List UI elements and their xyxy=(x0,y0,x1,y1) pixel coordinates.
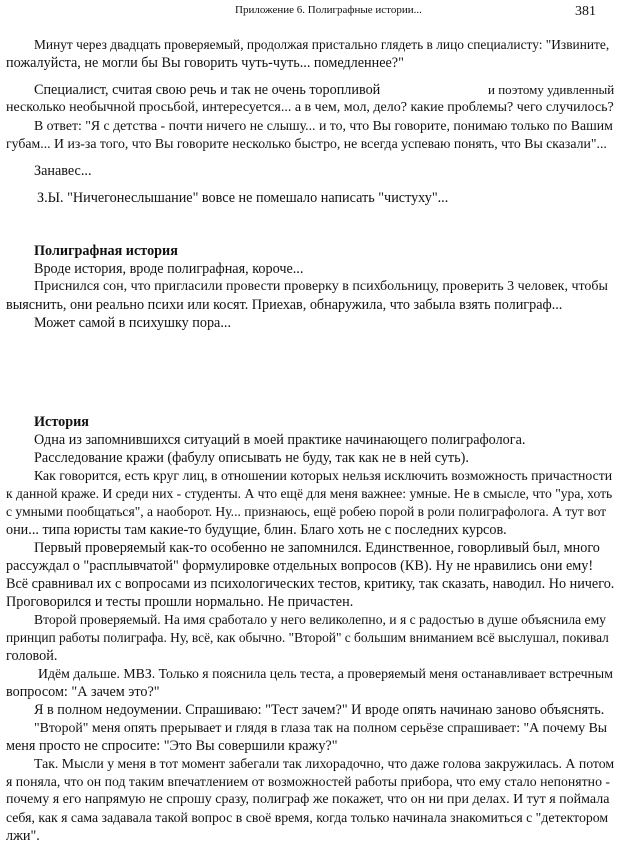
page-header xyxy=(0,0,620,22)
story3-line: Первый проверяемый как-то особенно не запомнился. Единственное, говорливый был, много xyxy=(34,540,600,556)
story3-line: они... типа юристы там какие-то будущие, блин. Благо хоть не с последних курсов. xyxy=(6,522,507,538)
story3-line: Так. Мысли у меня в тот момент забегали так лихорадочно, что даже голова закружилась. А потом xyxy=(34,756,615,771)
story1-p3-line2: губам... И из-за того, что Вы говорите несколько быстро, не всегда успеваю понять, что Вы сказали"... xyxy=(6,136,607,151)
story1-curtain: Занавес... xyxy=(34,163,92,179)
story3-line: Всё сравнивал их с вопросами из психологических тестов, критику, так сказать, наводил. Но ничего. xyxy=(6,576,615,592)
page-number: 381 xyxy=(575,4,596,19)
story1-p1-line2: пожалуйста, не могли бы Вы говорить чуть-чуть... помедленнее?" xyxy=(6,55,404,71)
story1-p2-line1a: Специалист, считая свою речь и так не очень торопливой xyxy=(34,82,381,98)
story1-p2-line2: несколько необычной просьбой, интересуется... а в чем, мол, дело? какие проблемы? чего случилось? xyxy=(6,100,614,115)
story1-p2-line1b: и поэтому удивленный xyxy=(488,82,615,97)
story3-line: меня просто не спросите: "Это Вы совершили кражу?" xyxy=(6,738,338,754)
story3-heading: История xyxy=(34,414,89,430)
story1-p1-line1: Минут через двадцать проверяемый, продолжая пристально глядеть в лицо специалисту: "Извините, xyxy=(34,37,610,52)
story3-line: Как говорится, есть круг лиц, в отношении которых нельзя исключить возможность причастности xyxy=(34,468,613,483)
story3-line: Расследование кражи (фабулу описывать не буду, так как не в ней суть). xyxy=(34,450,469,466)
story3-line: Второй проверяемый. На имя сработало у него великолепно, и я с радостью в душе объяснила ему xyxy=(34,612,606,627)
story3-line: почему я его напрямую не спрошу сразу, полиграф же покажет, что он ни при делах. И тут я поймала xyxy=(6,792,610,807)
story3-line: рассуждал о "расплывчатой" формулировке отдельных вопросов (КВ). Ну не нравились они ему! xyxy=(6,558,594,574)
story3-line: Одна из запомнившихся ситуаций в моей практике начинающего полиграфолога. xyxy=(34,432,526,448)
story3-line: "Второй" меня опять прерывает и глядя в глаза так на полном серьёзе спрашивает: "А почему Вы xyxy=(34,720,608,735)
story3-line: я поняла, что он под таким впечатлением от возможностей работы прибора, что ему стало непонятно - xyxy=(6,774,611,789)
story3-line: себя, как я сама задавала такой вопрос в своё время, когда только начинала знакомиться с "детектором xyxy=(6,810,609,825)
story3-line: Я в полном недоумении. Спрашиваю: "Тест зачем?" И вроде опять начинаю заново объяснять. xyxy=(34,702,605,718)
story1-ps: З.Ы. "Ничегонеслышание" вовсе не помешало написать "чистуху"... xyxy=(37,190,449,206)
story1-p3-line1: В ответ: "Я с детства - почти ничего не слышу... и то, что Вы говорите, понимаю только по Вашим xyxy=(34,118,613,133)
story2-line4: Может самой в психушку пора... xyxy=(34,315,231,331)
story3-line: Идём дальше. МВЗ. Только я пояснила цель теста, а проверяемый меня останавливает встречным xyxy=(38,666,613,681)
story3-line: головой. xyxy=(6,648,58,664)
story3-line: принцип работы полиграфа. Ну, всё, как обычно. "Второй" с большим вниманием всё выслушал, покивал xyxy=(6,630,609,645)
story3-line: лжи". xyxy=(6,828,40,844)
running-title: Приложение 6. Полиграфные истории... xyxy=(235,4,422,16)
story2-heading: Полиграфная история xyxy=(34,243,178,259)
story3-line: вопросом: "А зачем это?" xyxy=(6,684,160,700)
story3-line: с умными пообщаться", а наоборот. Ну... признаюсь, ещё робею порой в роли полиграфолога. А тут вот xyxy=(6,504,607,519)
story2-line1: Вроде история, вроде полиграфная, короче... xyxy=(34,261,304,277)
story3-line: Проговорился и тесты прошли нормально. Не причастен. xyxy=(6,594,354,610)
story2-line3: выяснить, они реально психи или косят. Приехав, обнаружила, что забыла взять полиграф... xyxy=(6,297,563,313)
story3-line: к данной краже. И среди них - студенты. А что ещё для меня важнее: умные. Не в смысле, что "ура, хоть xyxy=(6,486,613,501)
story2-line2: Приснился сон, что пригласили провести проверку в психбольницу, проверить 3 человек, чтобы xyxy=(34,279,608,294)
